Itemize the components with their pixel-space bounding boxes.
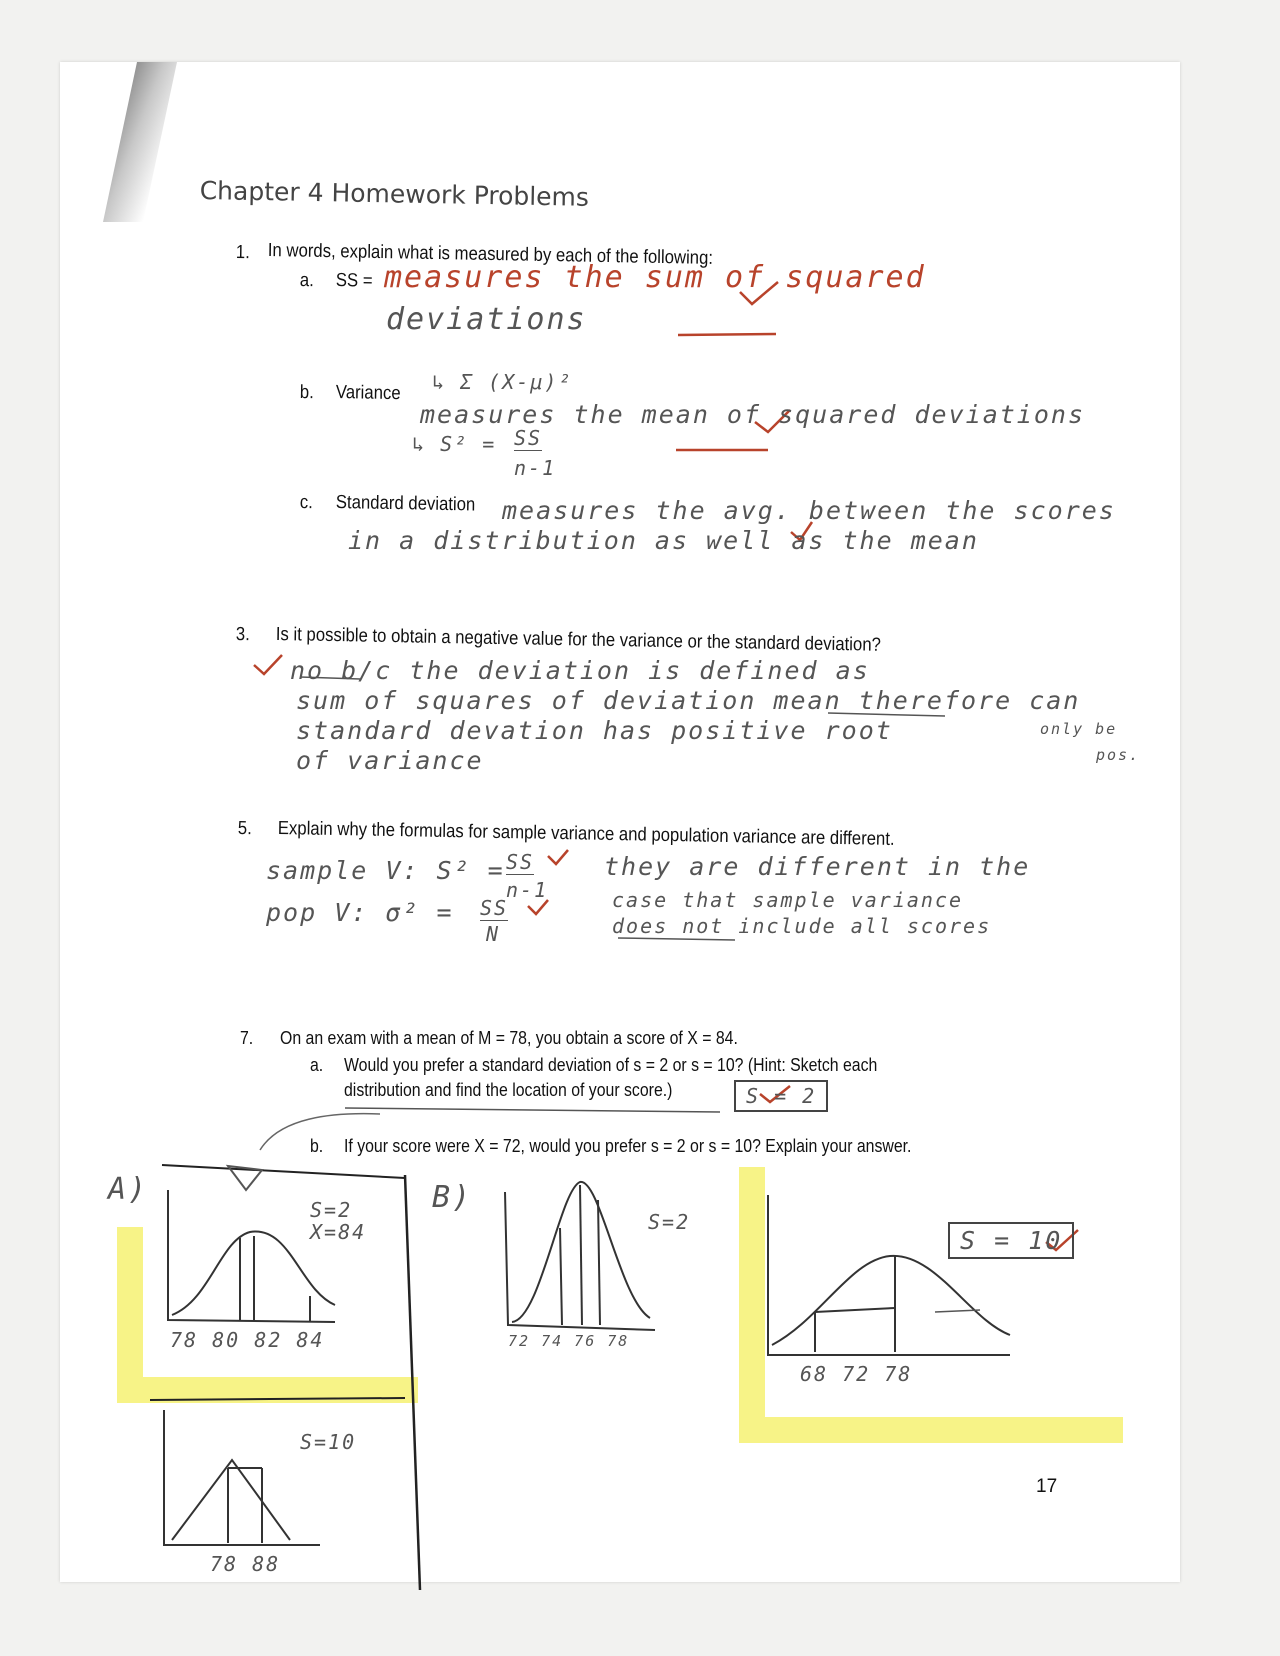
q7b-letter: b. bbox=[310, 1136, 324, 1156]
q3-prompt: Is it possible to obtain a negative value for the variance or the standard deviation? bbox=[275, 624, 882, 656]
q1b-formula-lhs: ↳ S² = bbox=[412, 432, 497, 456]
panel-divider-top bbox=[162, 1165, 405, 1178]
q3-answer-line2: sum of squares of deviation mean therefore can bbox=[296, 686, 1081, 715]
q5-pop-label: pop V: σ² = bbox=[266, 898, 454, 927]
q1a-term: SS = bbox=[335, 270, 373, 292]
q5-answer-line2: case that sample variance bbox=[612, 888, 964, 912]
q1a-answer-line1: measures the sum of squared bbox=[384, 260, 926, 295]
sketch-a-bottom-axis: 78 88 bbox=[210, 1552, 281, 1576]
q1-prompt: In words, explain what is measured by each of the following: bbox=[267, 240, 714, 269]
q5-pop-den: N bbox=[486, 922, 501, 946]
q1a-letter: a. bbox=[299, 270, 314, 292]
q1c-term: Standard deviation bbox=[335, 492, 476, 516]
q7a-answer-box: S = 2 bbox=[734, 1080, 828, 1112]
q3-answer-line4b: pos. bbox=[1096, 746, 1141, 764]
q7a-prompt-line1: Would you prefer a standard deviation of s = 2 or s = 10? (Hint: Sketch each bbox=[344, 1055, 878, 1075]
sketch-b-right bbox=[768, 1195, 1010, 1355]
q5-sample-num: SS bbox=[506, 850, 535, 874]
sketch-b-left-note: S=2 bbox=[648, 1210, 691, 1234]
q1c-letter: c. bbox=[299, 492, 314, 514]
q5-sample-den: n-1 bbox=[506, 878, 549, 902]
highlight-b-right bbox=[752, 1180, 1110, 1430]
q1b-formula-num: SS bbox=[514, 426, 543, 450]
sketch-b-right-axis: 68 72 78 bbox=[800, 1362, 913, 1386]
q1b-term: Variance bbox=[335, 382, 401, 405]
q7b-prompt: If your score were X = 72, would you prefer s = 2 or s = 10? Explain your answer. bbox=[344, 1136, 912, 1156]
q1b-formula-den: n-1 bbox=[514, 456, 557, 480]
sketch-b-left bbox=[505, 1182, 655, 1330]
q7b-answer-box: S = 10 bbox=[948, 1222, 1074, 1259]
q1a-answer-line2: deviations bbox=[386, 302, 587, 337]
q5-sample-label: sample V: S² = bbox=[266, 856, 505, 885]
q3-answer-line3b: only be bbox=[1040, 720, 1118, 738]
q7-number: 7. bbox=[240, 1028, 254, 1048]
sketch-a-top-axis: 78 80 82 84 bbox=[170, 1328, 325, 1352]
q1a-formula: ↳ Σ (X-μ)² bbox=[432, 370, 573, 394]
page-title: Chapter 4 Homework Problems bbox=[199, 176, 590, 212]
q7a-prompt-line2: distribution and find the location of your score.) bbox=[344, 1080, 673, 1100]
q3-answer-line4: of variance bbox=[296, 746, 484, 775]
sketch-a-note2: X=84 bbox=[310, 1220, 367, 1244]
q1c-answer-line2: in a distribution as well as the mean bbox=[348, 526, 979, 555]
sketch-b-left-axis: 72 74 76 78 bbox=[508, 1332, 630, 1350]
sketch-a-bottom bbox=[164, 1410, 320, 1545]
q1b-answer: measures the mean of squared deviations bbox=[420, 400, 1085, 429]
sketch-a-note1: S=2 bbox=[310, 1198, 353, 1222]
q5-answer-line1: they are different in the bbox=[604, 852, 1031, 881]
q5-prompt: Explain why the formulas for sample variance and population variance are different. bbox=[277, 818, 895, 851]
highlight-a bbox=[130, 1240, 405, 1390]
q1c-answer-line1: measures the avg. between the scores bbox=[502, 496, 1116, 525]
q7-prompt: On an exam with a mean of M = 78, you obtain a score of X = 84. bbox=[280, 1028, 738, 1048]
sketch-label-b: B) bbox=[432, 1180, 473, 1215]
q5-answer-line3: does not include all scores bbox=[612, 914, 992, 938]
q1b-letter: b. bbox=[299, 382, 314, 404]
q3-answer-line1: no b/c the deviation is defined as bbox=[290, 656, 870, 685]
q3-number: 3. bbox=[235, 624, 250, 646]
sketch-a-bottom-note: S=10 bbox=[300, 1430, 357, 1454]
sketch-label-a: A) bbox=[108, 1172, 149, 1207]
q3-answer-line3: standard devation has positive root bbox=[296, 716, 893, 745]
q7a-letter: a. bbox=[310, 1055, 324, 1075]
page-number: 17 bbox=[1036, 1476, 1058, 1497]
q5-pop-num: SS bbox=[480, 896, 509, 920]
q1-number: 1. bbox=[235, 242, 250, 264]
q5-number: 5. bbox=[237, 818, 252, 840]
